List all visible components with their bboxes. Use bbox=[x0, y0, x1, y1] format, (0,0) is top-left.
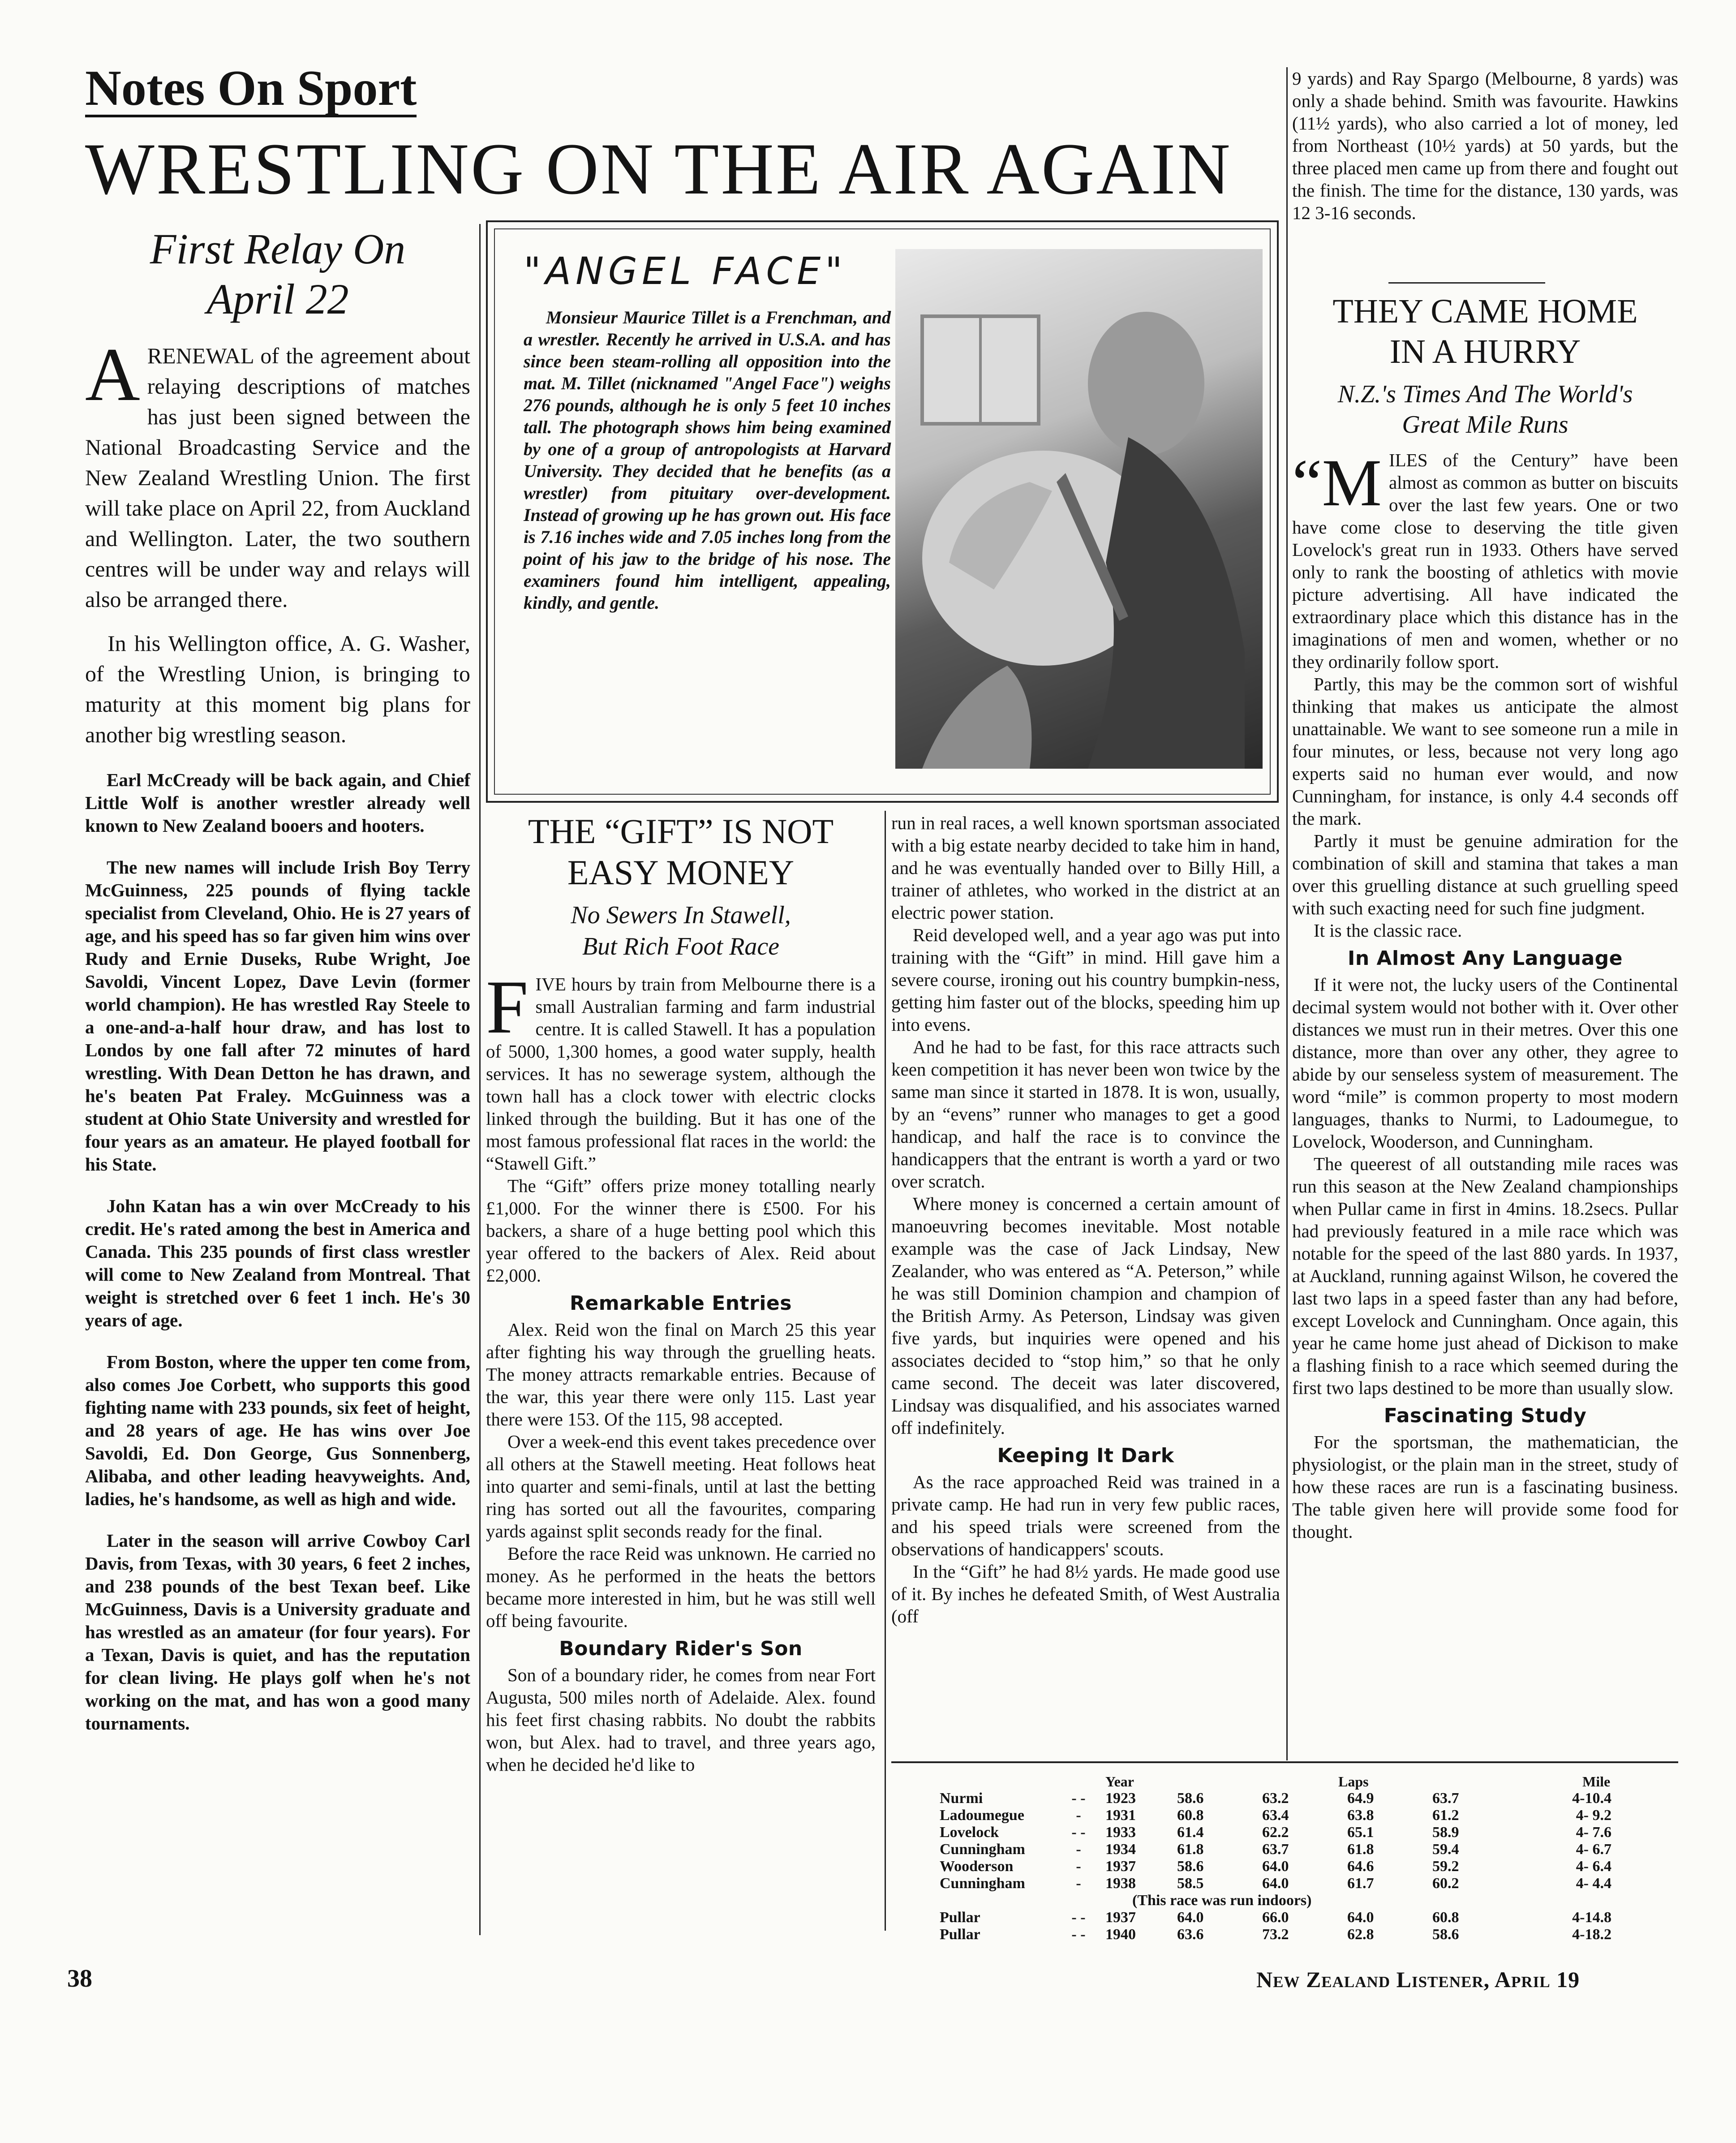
angel-face-title: "ANGEL FACE" bbox=[524, 249, 847, 293]
table-rule bbox=[891, 1761, 1678, 1763]
paragraph: Over a week-end this event takes precedence over all others at the Stawell meeting. Heat follows heat into quarter and semi-finals, until at last the betting ring has sorted out all the favourites, comparing yards against split seconds ready for the final. bbox=[486, 1431, 876, 1541]
mile-deck bbox=[1292, 379, 1678, 440]
paragraph: Son of a boundary rider, he comes from near Fort Augusta, 500 miles north of Adelaide. Alex. found his feet first chasing rabbits. No doubt the rabbits won, but Alex. had to travel, and three years ago, when he decided he'd like to bbox=[486, 1665, 876, 1775]
paragraph: As the race approached Reid was trained in a private camp. He had run in very few public races, and his speed trials were screened from the observations of handicappers' scouts. bbox=[891, 1472, 1280, 1559]
table-cell-dash: - - bbox=[1071, 1926, 1086, 1943]
table-cell-l4: 60.2 bbox=[1432, 1875, 1459, 1892]
table-row bbox=[895, 1858, 1679, 1875]
paragraph: RENEWAL of the agreement about relaying descriptions of matches has just been signed between the National Broadcasting Service and the New Zealand Wrestling Union. The first will take place on April 22, from Auckland and Wellington. Later, the two southern centres will be under way and relays will also be arranged there. bbox=[85, 343, 470, 612]
deck-line: But Rich Foot Race bbox=[582, 933, 780, 960]
drop-cap: “M bbox=[1292, 446, 1382, 520]
table-cell-name: Pullar bbox=[940, 1926, 980, 1943]
gift-headline bbox=[486, 811, 876, 893]
mile-subhead: Fascinating Study bbox=[1384, 1404, 1587, 1427]
table-cell-name: Cunningham bbox=[940, 1841, 1025, 1858]
column-rule bbox=[885, 811, 886, 1931]
table-cell-l2: 64.0 bbox=[1262, 1875, 1289, 1892]
paragraph: 9 yards) and Ray Spargo (Melbourne, 8 yards) was only a shade behind. Smith was favourite. Hawkins (11½ yards), who also carried a lot of money, led from Northeast (10½ yards) at 50 yards, but the three placed men came up from there and fought out the finish. The time for the distance, 130 yards, was 12 3-16 seconds. bbox=[1292, 68, 1678, 223]
table-cell-l2: 73.2 bbox=[1262, 1926, 1289, 1943]
paragraph: run in real races, a well known sportsman associated with a big estate nearby decided to take him in hand, and he was eventually handed over to Billy Hill, a trainer of athletes, who worked in the district at an electric power station. bbox=[891, 813, 1280, 923]
paragraph: From Boston, where the upper ten come from, also comes Joe Corbett, who supports this good fighting name with 233 pounds, six feet of height, and 28 years of age. He has wins over Joe Savoldi, Ed. Don George, Gus Sonnenberg, Alibaba, and other leading heavyweights. And, ladies, he's handsome, as well as high and wide. bbox=[85, 1351, 470, 1509]
table-cell-l3: 65.1 bbox=[1347, 1824, 1374, 1841]
table-cell-name: Lovelock bbox=[940, 1824, 999, 1841]
angel-face-caption bbox=[524, 249, 891, 614]
mile-article bbox=[1292, 291, 1678, 1543]
subhead-line: April 22 bbox=[206, 275, 349, 323]
header-laps: Laps bbox=[1338, 1773, 1369, 1790]
table-cell-name: Pullar bbox=[940, 1909, 980, 1926]
wrestler-photo-illustration bbox=[895, 249, 1263, 769]
table-body bbox=[895, 1790, 1679, 1943]
paragraph: IVE hours by train from Melbourne there is a small Australian farming and farm industrial centre. It is called Stawell. It has a population of 5000, 1,300 homes, a good water supply, health services. It has no sewerage system, although the town hall has a clock tower with electric clocks linked through the building. But it has one of the most famous professional flat races in the world: the “Stawell Gift.” bbox=[486, 974, 876, 1174]
gift-subhead: Keeping It Dark bbox=[997, 1444, 1174, 1467]
table-cell-mile: 4-10.4 bbox=[1572, 1790, 1611, 1807]
header-year: Year bbox=[1105, 1773, 1134, 1790]
table-cell-l4: 58.9 bbox=[1432, 1824, 1459, 1841]
table-row bbox=[895, 1807, 1679, 1824]
page-number: 38 bbox=[67, 1965, 92, 1992]
table-cell-l4: 59.2 bbox=[1432, 1858, 1459, 1875]
headline-line: EASY MONEY bbox=[567, 853, 795, 892]
gift-article-continued bbox=[891, 812, 1280, 1627]
table-cell-l1: 64.0 bbox=[1177, 1909, 1204, 1926]
paragraph: And he had to be fast, for this race attracts such keen competition it has never been won twice by the same man since it started in 1878. It is won, usually, by an “evens” runner who manages to get a good handicap, and half the race is to convince the handicappers that the entrant is worth a yard or two over scratch. bbox=[891, 1037, 1280, 1192]
gift-subhead: Remarkable Entries bbox=[570, 1292, 792, 1315]
gift-article-end bbox=[1292, 67, 1678, 224]
paragraph: Earl McCready will be back again, and Chief Little Wolf is another wrestler already well known to New Zealand booers and hooters. bbox=[85, 770, 470, 836]
paragraph: It is the classic race. bbox=[1314, 920, 1462, 941]
table-row bbox=[895, 1875, 1679, 1892]
table-cell-dash: - bbox=[1076, 1807, 1081, 1824]
table-cell-l1: 58.5 bbox=[1177, 1875, 1204, 1892]
paragraph: Reid developed well, and a year ago was put into training with the “Gift” in mind. Hill gave him a severe course, ironing out his country bumpkin-ness, getting him faster out of the blocks, speeding him up into evens. bbox=[891, 925, 1280, 1035]
wrestling-subhead bbox=[85, 224, 470, 324]
paragraph: The “Gift” offers prize money totalling nearly £1,000. For the winner there is £500. For his backers, a share of a huge betting pool which this year offered to the backers of Alex. Reid about £2,000. bbox=[486, 1175, 876, 1286]
drop-cap: F bbox=[486, 965, 529, 1049]
table-cell-l2: 64.0 bbox=[1262, 1858, 1289, 1875]
mile-times-table bbox=[895, 1773, 1679, 1943]
table-cell-dash: - bbox=[1076, 1875, 1081, 1892]
table-cell-l1: 61.8 bbox=[1177, 1841, 1204, 1858]
table-cell-mile: 4- 6.4 bbox=[1576, 1858, 1611, 1875]
table-cell-dash: - - bbox=[1071, 1824, 1086, 1841]
headline-line: THE “GIFT” IS NOT bbox=[528, 812, 834, 851]
paragraph: Partly, this may be the common sort of wishful thinking that makes us anticipate the almost unattainable. We want to see someone run a mile in four minutes, or less, because not very long ago experts said no human ever would, and now Cunningham, for instance, is only 4.4 seconds off the mark. bbox=[1292, 674, 1678, 829]
paragraph: For the sportsman, the mathematician, the physiologist, or the plain man in the street, study of how these races are run is a fascinating business. The table given here will provide some food for thought. bbox=[1292, 1432, 1678, 1542]
table-cell-year: 1938 bbox=[1105, 1875, 1136, 1892]
table-cell-l1: 61.4 bbox=[1177, 1824, 1204, 1841]
deck-line: N.Z.'s Times And The World's bbox=[1337, 380, 1633, 408]
table-cell-l3: 64.0 bbox=[1347, 1909, 1374, 1926]
table-cell-name: Wooderson bbox=[940, 1858, 1014, 1875]
table-cell-l1: 58.6 bbox=[1177, 1790, 1204, 1807]
paragraph: In the “Gift” he had 8½ yards. He made good use of it. By inches he defeated Smith, of West Australia (off bbox=[891, 1561, 1280, 1627]
table-cell-dash: - bbox=[1076, 1858, 1081, 1875]
table-cell-l3: 61.7 bbox=[1347, 1875, 1374, 1892]
divider bbox=[1388, 282, 1545, 284]
column-rule bbox=[479, 224, 481, 1935]
table-cell-year: 1933 bbox=[1105, 1824, 1136, 1841]
table-cell-name: Ladoumegue bbox=[940, 1807, 1024, 1824]
table-cell-l3: 63.8 bbox=[1347, 1807, 1374, 1824]
angel-face-box bbox=[486, 220, 1279, 803]
column-rule bbox=[1286, 67, 1288, 1760]
paragraph: Where money is concerned a certain amount of manoeuvring becomes inevitable. Most notable example was the case of Jack Lindsay, New Zealander, who was entered as “A. Peterson,” while he was still Dominion champion and champion of the British Army. As Peterson, Lindsay was given five yards, but inquiries were opened and his associates decided to “stop him,” so that he only came second. The deceit was later discovered, Lindsay was disqualified, and his associates warned off indefinitely. bbox=[891, 1193, 1280, 1438]
table-row bbox=[895, 1926, 1679, 1943]
deck-line: Great Mile Runs bbox=[1402, 411, 1568, 439]
paragraph: Later in the season will arrive Cowboy Carl Davis, from Texas, with 30 years, 6 feet 2 inches, and 238 pounds of the best Texan beef. Like McGuinness, Davis is a University graduate and has wrestled as an amateur (for four years). For a Texan, Davis is quiet, and has the reputation for clean living. He plays golf when he's not working on the mat, and has won a good many tournaments. bbox=[85, 1530, 470, 1734]
table-cell-l4: 59.4 bbox=[1432, 1841, 1459, 1858]
table-header bbox=[895, 1773, 1679, 1790]
table-row bbox=[895, 1824, 1679, 1841]
table-cell-mile: 4-14.8 bbox=[1572, 1909, 1611, 1926]
table-cell-mile: 4- 4.4 bbox=[1576, 1875, 1611, 1892]
table-cell-dash: - - bbox=[1071, 1909, 1086, 1926]
caption-text: Monsieur Maurice Tillet is a Frenchman, and a wrestler. Recently he arrived in U.S.A. and has since been steam-rolling all opposition into the mat. M. Tillet (nicknamed "Angel Face") weighs 276 pounds, although he is only 5 feet 10 inches tall. The photograph shows him being examined by one of a group of antropologists at Harvard University. They decided that he benefits (as a wrestler) from pituitary over-development. Instead of growing up he has grown out. His face is 7.16 inches wide and 7.05 inches long from the point of his jaw to the bridge of his nose. The examiners found him intelligent, appealing, kindly, and gentle. bbox=[524, 307, 891, 613]
mile-headline bbox=[1292, 291, 1678, 372]
table-cell-l2: 62.2 bbox=[1262, 1824, 1289, 1841]
table-row bbox=[895, 1909, 1679, 1926]
table-cell-l2: 63.7 bbox=[1262, 1841, 1289, 1858]
table-cell-l3: 64.9 bbox=[1347, 1790, 1374, 1807]
table-cell-dash: - - bbox=[1071, 1790, 1086, 1807]
headline-line: IN A HURRY bbox=[1389, 333, 1581, 370]
table-cell-l4: 60.8 bbox=[1432, 1909, 1459, 1926]
table-cell-mile: 4- 6.7 bbox=[1576, 1841, 1611, 1858]
paragraph: ILES of the Century” have been almost as common as butter on biscuits over the last few years. One or two have come close to deserving the title given Lovelock's great run in 1933. Others have served only to rank the boosting of athletics with movie picture advertising. All have indicated the extraordinary place which this distance has in the imaginations of men and women, whether or no they ordinarily follow sport. bbox=[1292, 450, 1678, 672]
paragraph: The new names will include Irish Boy Terry McGuinness, 225 pounds of flying tackle specialist from Cleveland, Ohio. He is 27 years of age, and his speed has so far given him wins over Rudy and Ernie Duseks, Rube Wright, Joe Savoldi, Vincent Lopez, Dave Levin (former world champion). He has wrestled Ray Steele to a one-and-a-half hour draw, and has lost to Londos by one fall after 72 minutes of hard wrestling. With Dean Detton he has drawn, and he's beaten Pat Fraley. McGuinness was a student at Ohio State University and wrestled for four years as an amateur. He played football for his State. bbox=[85, 857, 470, 1175]
table-cell-year: 1923 bbox=[1105, 1790, 1136, 1807]
table-row bbox=[895, 1841, 1679, 1858]
table-cell-l3: 64.6 bbox=[1347, 1858, 1374, 1875]
table-cell-year: 1934 bbox=[1105, 1841, 1136, 1858]
table-row bbox=[895, 1790, 1679, 1807]
gift-deck bbox=[486, 899, 876, 962]
section-title: Notes On Sport bbox=[85, 62, 417, 117]
table-cell-l4: 58.6 bbox=[1432, 1926, 1459, 1943]
table-cell-l2: 63.4 bbox=[1262, 1807, 1289, 1824]
table-cell-l3: 62.8 bbox=[1347, 1926, 1374, 1943]
headline-line: THEY CAME HOME bbox=[1332, 293, 1638, 330]
table-cell-l1: 60.8 bbox=[1177, 1807, 1204, 1824]
gift-subhead: Boundary Rider's Son bbox=[559, 1637, 803, 1660]
subhead-line: First Relay On bbox=[150, 225, 406, 273]
table-cell-l2: 63.2 bbox=[1262, 1790, 1289, 1807]
table-cell-year: 1937 bbox=[1105, 1909, 1136, 1926]
drop-cap: A bbox=[85, 332, 140, 417]
wrestler-photo bbox=[895, 249, 1263, 769]
table-cell-l1: 58.6 bbox=[1177, 1858, 1204, 1875]
masthead: New Zealand Listener, April 19 bbox=[1256, 1967, 1580, 1992]
paragraph: Before the race Reid was unknown. He carried no money. As he performed in the heats the bettors became more interested in him, but he was still well off being favourite. bbox=[486, 1543, 876, 1631]
paragraph: John Katan has a win over McCready to his credit. He's rated among the best in America and Canada. This 235 pounds of first class wrestler will come to New Zealand from Montreal. That weight is stretched over 6 feet 1 inch. He's 30 years of age. bbox=[85, 1196, 470, 1330]
table-cell-name: Nurmi bbox=[940, 1790, 983, 1807]
table-cell-l1: 63.6 bbox=[1177, 1926, 1204, 1943]
table-cell-l3: 61.8 bbox=[1347, 1841, 1374, 1858]
table-cell-dash: - bbox=[1076, 1841, 1081, 1858]
headline: WRESTLING ON THE AIR AGAIN bbox=[85, 129, 1232, 210]
table-cell-year: 1937 bbox=[1105, 1858, 1136, 1875]
table-cell-year: 1940 bbox=[1105, 1926, 1136, 1943]
wrestling-article bbox=[85, 224, 470, 1735]
table-cell-mile: 4- 7.6 bbox=[1576, 1824, 1611, 1841]
table-cell-l4: 61.2 bbox=[1432, 1807, 1459, 1824]
table-cell-year: 1931 bbox=[1105, 1807, 1136, 1824]
header-mile: Mile bbox=[1582, 1773, 1611, 1790]
table-cell-mile: 4- 9.2 bbox=[1576, 1807, 1611, 1824]
paragraph: The queerest of all outstanding mile races was run this season at the New Zealand championships when Pullar came in first in 4mins. 18.2secs. Pullar had previously featured in a mile race which was notable for the speed of the last 880 yards. In 1937, at Auckland, running against Wilson, he covered the last two laps in a speed faster than any had before, except Lovelock and Cunningham. Once again, this year he came home just ahead of Dickison to make a flashing finish to a race which seemed during the first two laps destined to be more than usually slow. bbox=[1292, 1153, 1678, 1398]
paragraph: If it were not, the lucky users of the Continental decimal system would not bother with it. Over other distances we must run in their metres. Over this one distance, more than over any other, they agree to abide by our senseless system of measurement. The word “mile” is common property to most modern languages, thanks to Nurmi, to Ladoumegue, to Lovelock, Wooderson, and Cunningham. bbox=[1292, 974, 1678, 1152]
deck-line: No Sewers In Stawell, bbox=[571, 901, 791, 929]
table-cell-mile: 4-18.2 bbox=[1572, 1926, 1611, 1943]
table-cell-name: Cunningham bbox=[940, 1875, 1025, 1892]
indoor-note: (This race was run indoors) bbox=[1132, 1892, 1312, 1909]
paragraph: Alex. Reid won the final on March 25 this year after fighting his way through the gruelling heats. The money attracts remarkable entries. Because of the war, this year there were only 115. Last year there were 153. Of the 115, 98 accepted. bbox=[486, 1319, 876, 1429]
gift-article bbox=[486, 811, 876, 1776]
table-cell-l4: 63.7 bbox=[1432, 1790, 1459, 1807]
mile-subhead: In Almost Any Language bbox=[1347, 947, 1623, 970]
table-cell-l2: 66.0 bbox=[1262, 1909, 1289, 1926]
paragraph: Partly it must be genuine admiration for the combination of skill and stamina that takes a man over this gruelling distance at such gruelling speed with such exacting need for such fine judgment. bbox=[1292, 831, 1678, 918]
paragraph: In his Wellington office, A. G. Washer, of the Wrestling Union, is bringing to maturity at this moment big plans for another big wrestling season. bbox=[85, 631, 470, 747]
